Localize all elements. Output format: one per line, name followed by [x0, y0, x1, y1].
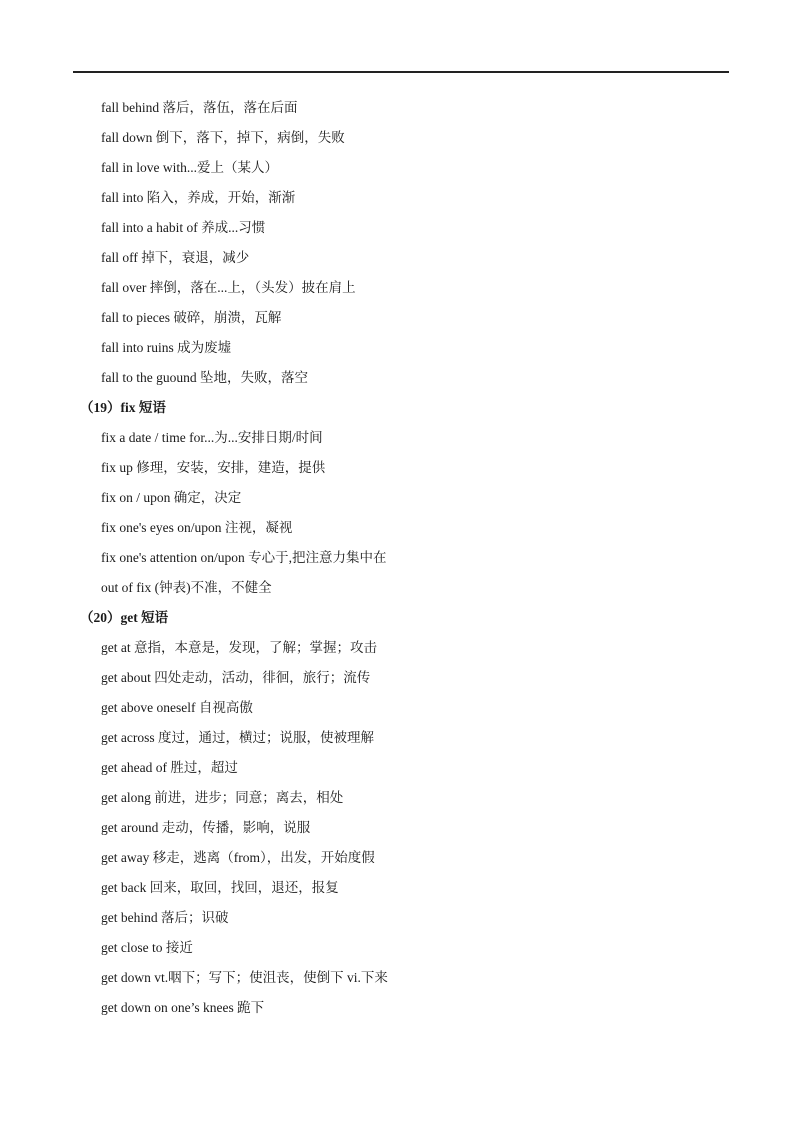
phrase-list — [0, 93, 800, 1023]
phrase-entry: fall into ruins 成为废墟 — [101, 340, 232, 355]
phrase-entry: fall in love with...爱上（某人） — [101, 160, 278, 175]
phrase-entry: fall down 倒下，落下，掉下，病倒，失败 — [101, 130, 345, 145]
phrase-entry: get along 前进，进步；同意；离去，相处 — [101, 790, 344, 805]
section-title: fix 短语 — [120, 400, 166, 415]
phrase-entry: fall behind 落后，落伍，落在后面 — [101, 100, 298, 115]
phrase-entry: get back 回来，取回，找回，退还，报复 — [101, 880, 339, 895]
phrase-entry: get above oneself 自视高傲 — [101, 700, 253, 715]
phrase-entry: fix up 修理，安装，安排，建造，提供 — [101, 460, 326, 475]
phrase-entry: fall off 掉下，衰退，减少 — [101, 250, 250, 265]
phrase-entry: out of fix (钟表)不准，不健全 — [101, 580, 272, 595]
phrase-entry: fall into a habit of 养成...习惯 — [101, 220, 266, 235]
phrase-entry: get away 移走，逃离（from），出发，开始度假 — [101, 850, 375, 865]
phrase-entry: fall to the guound 坠地，失败，落空 — [101, 370, 308, 385]
phrase-entry: fall into 陷入，养成，开始，渐渐 — [101, 190, 296, 205]
phrase-entry: fall over 摔倒，落在...上，（头发）披在肩上 — [101, 280, 356, 295]
section-number: （19） — [80, 400, 121, 415]
section-number: （20） — [80, 610, 121, 625]
phrase-entry: get around 走动，传播，影响，说服 — [101, 820, 311, 835]
section-heading-fix — [0, 393, 800, 423]
header-rule — [73, 71, 729, 73]
section-title: get 短语 — [120, 610, 169, 625]
phrase-entry: fall to pieces 破碎，崩溃，瓦解 — [101, 310, 282, 325]
phrase-entry: fix on / upon 确定，决定 — [101, 490, 242, 505]
phrase-entry: fix one's eyes on/upon 注视，凝视 — [101, 520, 293, 535]
phrase-entry: fix a date / time for...为...安排日期/时间 — [101, 430, 323, 445]
phrase-entry: get down on one’s knees 跪下 — [101, 1000, 265, 1015]
phrase-entry: get close to 接近 — [101, 940, 193, 955]
phrase-entry: get across 度过，通过，横过；说服，使被理解 — [101, 730, 374, 745]
phrase-entry: get down vt.咽下；写下；使沮丧，使倒下 vi.下来 — [101, 970, 388, 985]
phrase-entry: get ahead of 胜过，超过 — [101, 760, 238, 775]
phrase-entry: get at 意指，本意是，发现，了解；掌握；攻击 — [101, 640, 377, 655]
section-heading-get — [0, 603, 800, 633]
phrase-entry: get behind 落后；识破 — [101, 910, 229, 925]
phrase-entry: fix one's attention on/upon 专心于,把注意力集中在 — [101, 550, 387, 565]
phrase-entry: get about 四处走动，活动，徘徊，旅行；流传 — [101, 670, 371, 685]
